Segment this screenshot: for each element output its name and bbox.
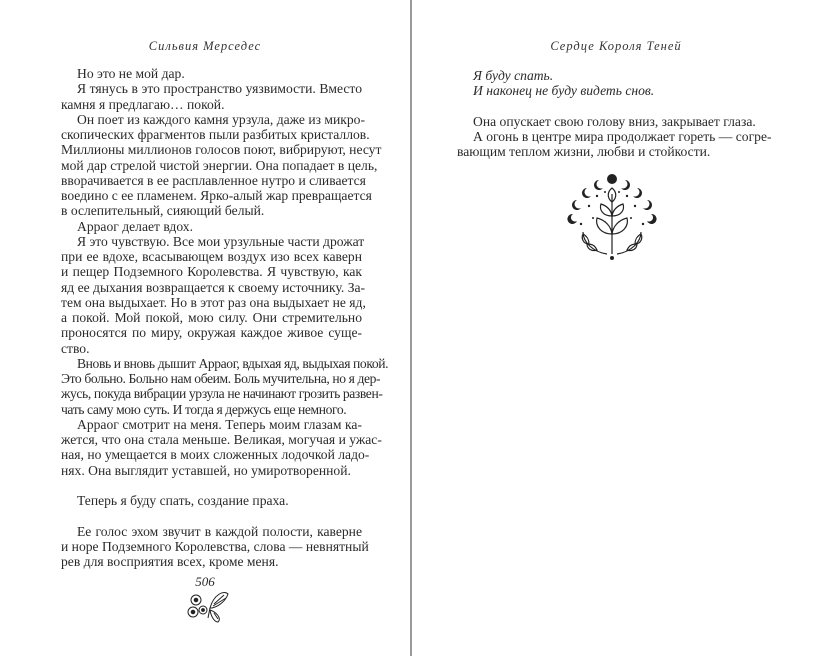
text-line: и пещер Подземного Королевства. Я чувствую, как	[61, 264, 362, 280]
right-page	[412, 0, 820, 656]
text-line: жется, что она стала меньше. Великая, могучая и ужас-	[61, 432, 382, 447]
paragraph-gap	[457, 99, 758, 114]
text-line: а покой. Мой покой, мою силу. Они стремительно	[61, 310, 362, 325]
paragraph-gap	[61, 508, 362, 523]
text-line: Я буду спать.	[473, 68, 554, 83]
text-line: чать саму мою суть. И тогда я держусь еще немного.	[61, 401, 347, 417]
text-line: рев для восприятия всех, кроме меня.	[61, 554, 279, 569]
text-line: ство.	[61, 340, 90, 356]
text-line: Я это чувствую. Все мои урзульные части дрожат	[77, 233, 365, 249]
text-line: в ослепительный, сияющий белый.	[61, 203, 265, 219]
text-line: воедино с ее пламенем. Ярко-алый жар превращается	[61, 188, 372, 203]
text-line: при ее вдохе, всасывающем воздух изо всех каверн	[61, 249, 362, 264]
text-line: мой дар стрелой чистой энергии. Она попадает в цель,	[61, 157, 378, 173]
text-line: яд ее дыхания возвращается к своему источнику. За-	[61, 279, 366, 295]
text-line: Теперь я буду спать, создание праха.	[77, 493, 289, 508]
text-line: Арраог смотрит на меня. Теперь моим глазам ка-	[77, 416, 362, 432]
text-line: Он поет из каждого камня урзула, даже из микро-	[77, 111, 365, 127]
text-line: Я тянусь в это пространство уязвимости. Вместо	[77, 81, 362, 97]
text-line: Но это не мой дар.	[77, 66, 185, 81]
left-page-body-text	[61, 66, 389, 569]
text-line: ная, но умещается в моих сложенных лодочкой ладо-	[61, 447, 370, 463]
text-line: вворачивается в ее расплавленное нутро и сливается	[61, 172, 366, 188]
text-line: скопических фрагментов пыли разбитых кристаллов.	[61, 127, 370, 142]
text-line: тем она выдыхает. Но в этот раз она выдыхает не яд,	[61, 294, 366, 310]
text-line: и норе Подземного Королевства, слова — невнятный	[61, 538, 369, 554]
text-line: проносятся по миру, окружая каждое живое суще-	[61, 325, 362, 341]
text-line: А огонь в центре мира продолжает гореть — согре-	[473, 129, 772, 144]
text-line: Ее голос эхом звучит в каждой полости, каверне	[77, 523, 362, 539]
text-line: И наконец не буду видеть снов.	[473, 83, 655, 99]
text-line: вающим теплом жизни, любви и стойкости.	[457, 144, 711, 160]
text-line: нях. Она выглядит уставшей, но умиротворенной.	[61, 462, 351, 478]
running-head-author: Сильвия Мерседес	[148, 39, 262, 53]
text-line: Это больно. Больно нам обеим. Боль мучительна, но я дер-	[61, 371, 381, 386]
text-line: жусь, покуда вибрации урзула не начинают грозить развен-	[61, 386, 383, 402]
text-line: камня я предлагаю… покой.	[61, 96, 225, 112]
butterfly-flowers-ornament-icon	[186, 588, 232, 624]
page-number: 506	[195, 574, 215, 589]
text-line: Миллионы миллионов голосов поют, вибрируют, несут	[61, 142, 382, 158]
text-line: Она опускает свою голову вниз, закрывает глаза.	[473, 113, 756, 129]
moon-phases-plant-ornament-icon	[567, 172, 657, 264]
paragraph-gap	[61, 478, 362, 493]
right-page-body-text	[457, 68, 772, 160]
text-line: Арраог делает вдох.	[77, 218, 194, 234]
running-head-title: Сердце Короля Теней	[550, 39, 682, 53]
text-line: Вновь и вновь дышит Арраог, вдыхая яд, выдыхая покой.	[77, 355, 389, 371]
